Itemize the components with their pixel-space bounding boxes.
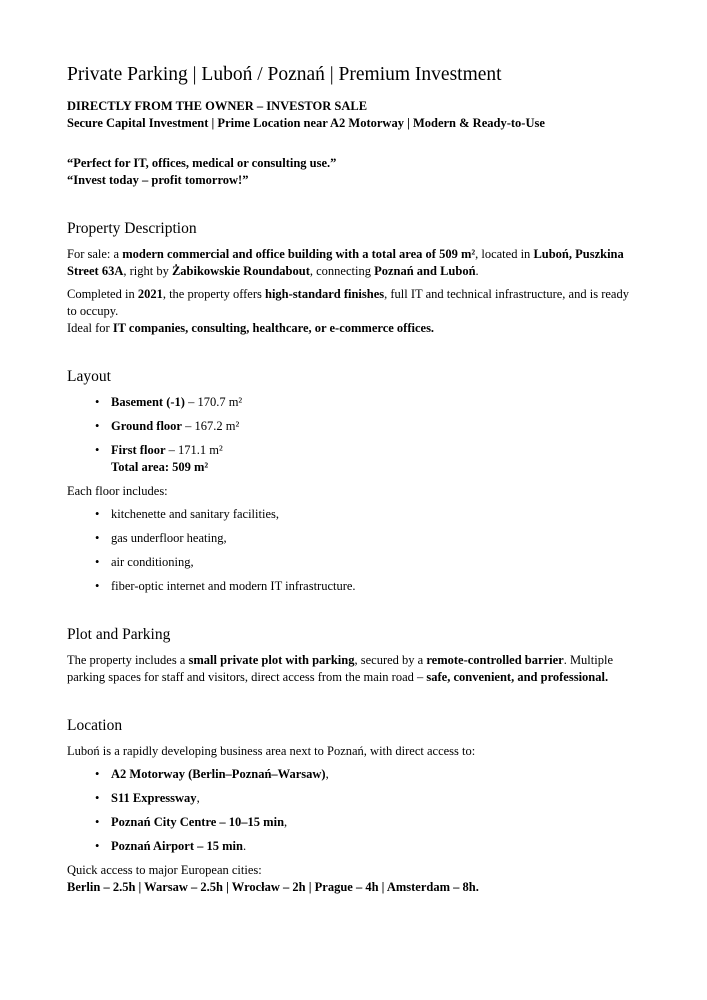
bullet-icon: •	[95, 555, 100, 569]
list-item-first-floor	[67, 442, 641, 476]
bullet-icon: •	[95, 767, 100, 781]
list-item-s11-expressway	[67, 790, 641, 807]
bullet-icon: •	[95, 395, 100, 409]
property-paragraph-2: Completed in 2021, the property offers high-standard finishes, full IT and technical infrastructure, and is ready to occupy. Ideal for IT companies, consulting, healthcare, or e-commerce offices.	[67, 287, 629, 335]
bullet-icon: •	[95, 531, 100, 545]
list-item-a2-motorway	[67, 766, 641, 783]
location-outro: Quick access to major European cities: Berlin – 2.5h | Warsaw – 2.5h | Wrocław – 2h | Prague – 4h | Amsterdam – 8h.	[67, 863, 479, 894]
section-heading-location: Location	[67, 717, 123, 734]
list-item-airport	[67, 838, 641, 855]
location-intro: Luboń is a rapidly developing business area next to Poznań, with direct access to:	[67, 744, 476, 758]
list-item-text: A2 Motorway (Berlin–Poznań–Warsaw),	[111, 767, 329, 781]
bullet-icon: •	[95, 443, 100, 457]
list-item-text: First floor – 171.1 m² Total area: 509 m²	[111, 443, 223, 474]
list-item-text: S11 Expressway,	[111, 791, 200, 805]
plot-paragraph: The property includes a small private plot with parking, secured by a remote-controlled barrier. Multiple parking spaces for staff and visitors, direct access from the main road – safe, convenient, and professional.	[67, 653, 613, 684]
section-heading-plot-parking: Plot and Parking	[67, 626, 171, 643]
floor-area-list	[67, 394, 641, 476]
list-item-basement	[67, 394, 641, 411]
quote-invest: “Invest today – profit tomorrow!”	[67, 173, 249, 187]
tagline-owner-sale: DIRECTLY FROM THE OWNER – INVESTOR SALE	[67, 99, 368, 113]
list-item-fiber-internet	[67, 578, 641, 595]
section-heading-property-description: Property Description	[67, 220, 197, 237]
list-item-ground-floor	[67, 418, 641, 435]
list-item-text: air conditioning,	[111, 555, 194, 569]
bullet-icon: •	[95, 579, 100, 593]
list-item-heating	[67, 530, 641, 547]
quote-use-case: “Perfect for IT, offices, medical or consulting use.”	[67, 156, 337, 170]
list-item-text: gas underfloor heating,	[111, 531, 227, 545]
list-item-city-centre	[67, 814, 641, 831]
bullet-icon: •	[95, 791, 100, 805]
bullet-icon: •	[95, 815, 100, 829]
quote-block	[67, 155, 641, 189]
tagline-investment: Secure Capital Investment | Prime Location near A2 Motorway | Modern & Ready-to-Use	[67, 116, 545, 130]
listing-title: Private Parking | Luboń / Poznań | Premium Investment	[67, 64, 502, 85]
tagline-block	[67, 98, 641, 132]
bullet-icon: •	[95, 839, 100, 853]
section-heading-layout: Layout	[67, 368, 111, 385]
list-item-kitchenette	[67, 506, 641, 523]
property-paragraph-1: For sale: a modern commercial and office building with a total area of 509 m², located in Luboń, Puszkina Street 63A, right by Żabikowskie Roundabout, connecting Poznań and Luboń.	[67, 247, 624, 278]
location-access-list	[67, 766, 641, 855]
list-item-air-conditioning	[67, 554, 641, 571]
each-floor-label: Each floor includes:	[67, 484, 168, 498]
list-item-text: Ground floor – 167.2 m²	[111, 419, 240, 433]
list-item-text: Poznań City Centre – 10–15 min,	[111, 815, 288, 829]
bullet-icon: •	[95, 419, 100, 433]
list-item-text: fiber-optic internet and modern IT infrastructure.	[111, 579, 356, 593]
list-item-text: Basement (-1) – 170.7 m²	[111, 395, 243, 409]
floor-features-list	[67, 506, 641, 595]
list-item-text: Poznań Airport – 15 min.	[111, 839, 247, 853]
bullet-icon: •	[95, 507, 100, 521]
list-item-text: kitchenette and sanitary facilities,	[111, 507, 279, 521]
